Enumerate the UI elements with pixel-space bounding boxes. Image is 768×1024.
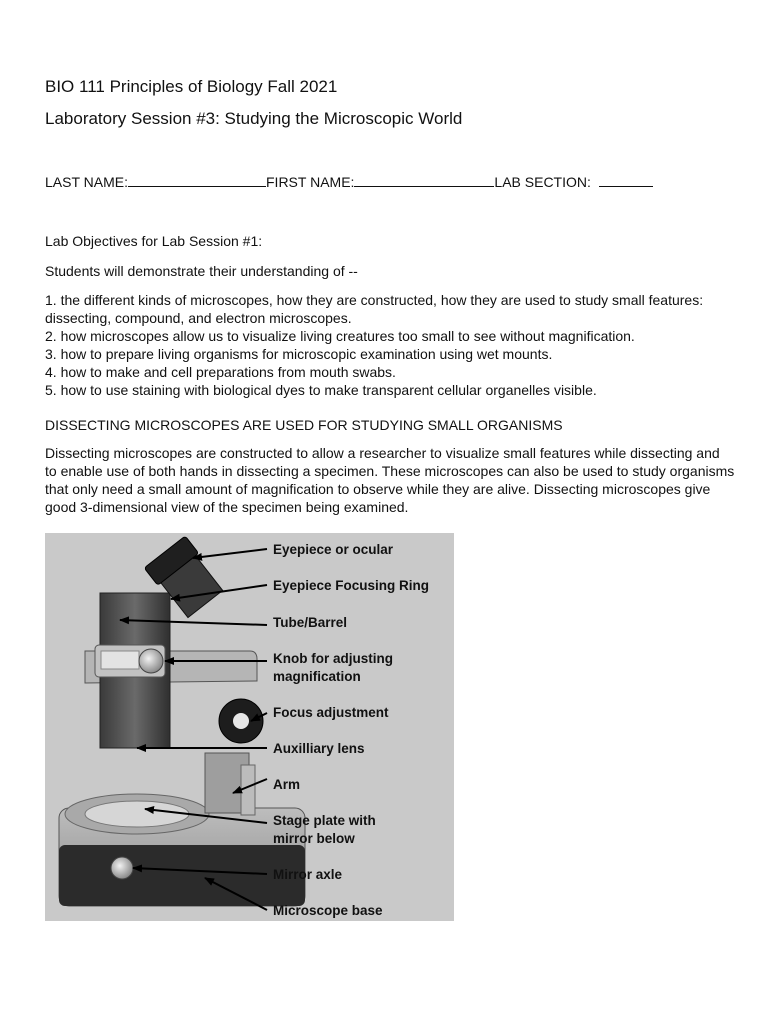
name-fields-row <box>45 172 653 190</box>
list-item: 1. the different kinds of microscopes, how they are constructed, how they are used to study small features: dissecting, compound, and electron microscopes. <box>45 292 704 326</box>
list-item: 3. how to prepare living organisms for microscopic examination using wet mounts. <box>45 346 553 362</box>
session-title: Laboratory Session #3: Studying the Microscopic World <box>45 109 463 128</box>
first-name-label: FIRST NAME: <box>266 174 355 190</box>
label-eyepiece-focusing-ring: Eyepiece Focusing Ring <box>273 578 430 593</box>
label-eyepiece: Eyepiece or ocular <box>273 542 394 557</box>
list-item: 2. how microscopes allow us to visualize living creatures too small to see without magnification. <box>45 328 635 344</box>
section-heading: DISSECTING MICROSCOPES ARE USED FOR STUDYING SMALL ORGANISMS <box>45 417 563 433</box>
objectives-list <box>45 291 735 399</box>
microscope-figure <box>45 533 454 921</box>
label-stage-line-2: mirror below <box>273 831 355 846</box>
label-stage-line-1: Stage plate with <box>273 813 376 828</box>
label-knob-line-2: magnification <box>273 669 361 684</box>
label-tube-barrel: Tube/Barrel <box>273 615 348 630</box>
objectives-heading: Lab Objectives for Lab Session #1: <box>45 233 263 249</box>
objectives-intro: Students will demonstrate their understanding of -- <box>45 263 358 279</box>
lab-section-label: LAB SECTION: <box>494 174 591 190</box>
lab-section-blank[interactable] <box>599 172 653 187</box>
list-item: 5. how to use staining with biological dyes to make transparent cellular organelles visible. <box>45 382 597 398</box>
label-mirror-axle: Mirror axle <box>273 867 343 882</box>
label-knob-line-1: Knob for adjusting <box>273 651 393 666</box>
label-microscope-base: Microscope base <box>273 903 383 918</box>
first-name-blank[interactable] <box>354 172 494 187</box>
label-focus-adjustment: Focus adjustment <box>273 705 389 720</box>
label-auxilliary-lens: Auxilliary lens <box>273 741 365 756</box>
last-name-blank[interactable] <box>128 172 266 187</box>
list-item: 4. how to make and cell preparations from mouth swabs. <box>45 364 396 380</box>
label-arm: Arm <box>273 777 301 792</box>
section-body: Dissecting microscopes are constructed to allow a researcher to visualize small features while dissecting and to enable use of both hands in dissecting a specimen. These microscopes can also be used to study organisms that only need a small amount of magnification to observe while they are alive. Dissecting microscopes give good 3-dimensional view of the specimen being examined. <box>45 445 735 515</box>
last-name-label: LAST NAME: <box>45 174 128 190</box>
course-title: BIO 111 Principles of Biology Fall 2021 <box>45 77 338 96</box>
